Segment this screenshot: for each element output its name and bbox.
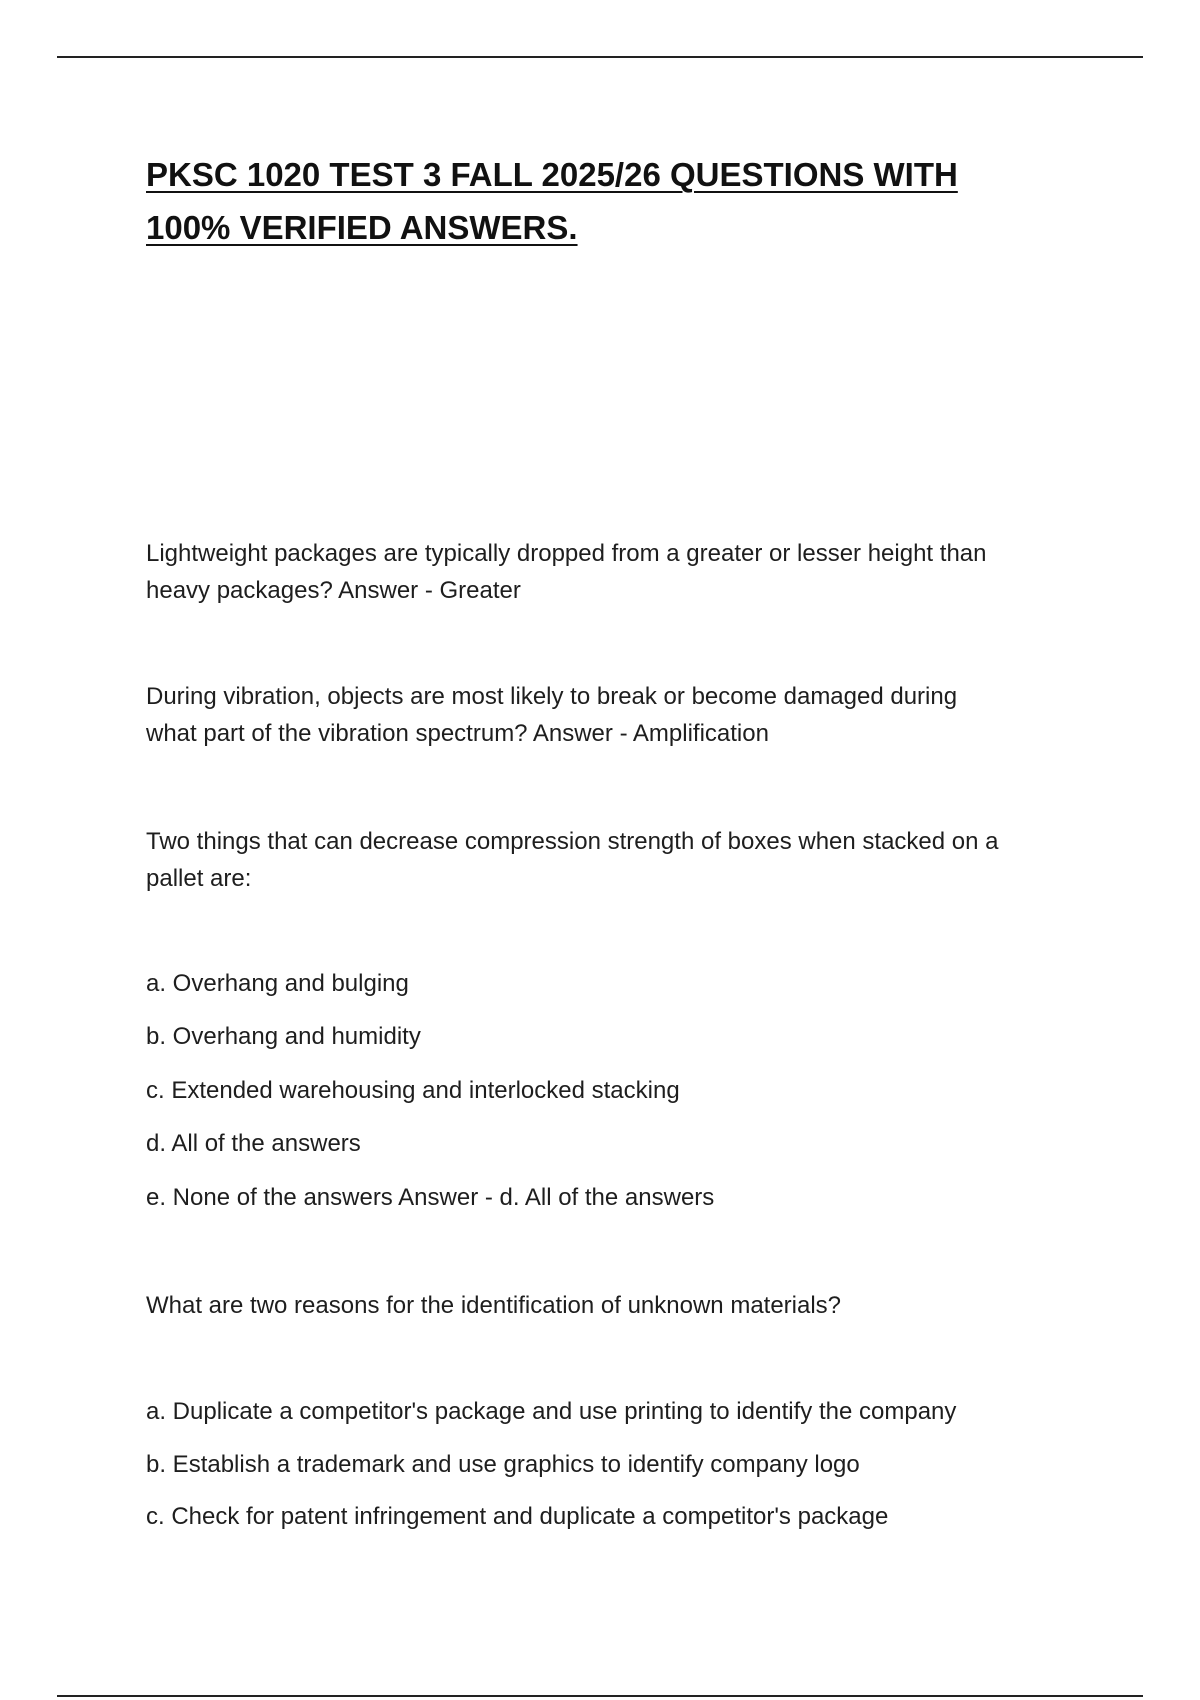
question-2 [146,678,1086,752]
question-3-option-e: e. None of the answers Answer - d. All of the answers [146,1184,715,1211]
question-1-line-2: heavy packages? Answer - Greater [146,577,521,604]
question-4-line-1: What are two reasons for the identification of unknown materials? [146,1292,842,1319]
document-title [146,148,1046,254]
question-2-line-2: what part of the vibration spectrum? Answer - Amplification [146,720,769,747]
top-divider [57,56,1143,58]
question-3-line-1: Two things that can decrease compression strength of boxes when stacked on a [146,828,999,855]
bottom-divider [57,1695,1143,1697]
question-4-option-c: c. Check for patent infringement and duplicate a competitor's package [146,1503,889,1530]
question-3-line-2: pallet are: [146,865,252,892]
question-1 [146,535,1086,609]
question-3 [146,823,1086,897]
question-3-option-d: d. All of the answers [146,1130,361,1157]
question-4-option-a: a. Duplicate a competitor's package and use printing to identify the company [146,1398,957,1425]
question-3-option-a: a. Overhang and bulging [146,970,409,997]
question-3-option-c: c. Extended warehousing and interlocked stacking [146,1077,680,1104]
title-line-1: PKSC 1020 TEST 3 FALL 2025/26 QUESTIONS WITH [146,156,958,193]
question-4 [146,1287,1086,1324]
question-2-line-1: During vibration, objects are most likely to break or become damaged during [146,683,958,710]
title-line-2: 100% VERIFIED ANSWERS. [146,209,578,246]
question-1-line-1: Lightweight packages are typically dropped from a greater or lesser height than [146,540,987,567]
question-3-option-b: b. Overhang and humidity [146,1023,421,1050]
question-4-option-b: b. Establish a trademark and use graphics to identify company logo [146,1451,860,1478]
